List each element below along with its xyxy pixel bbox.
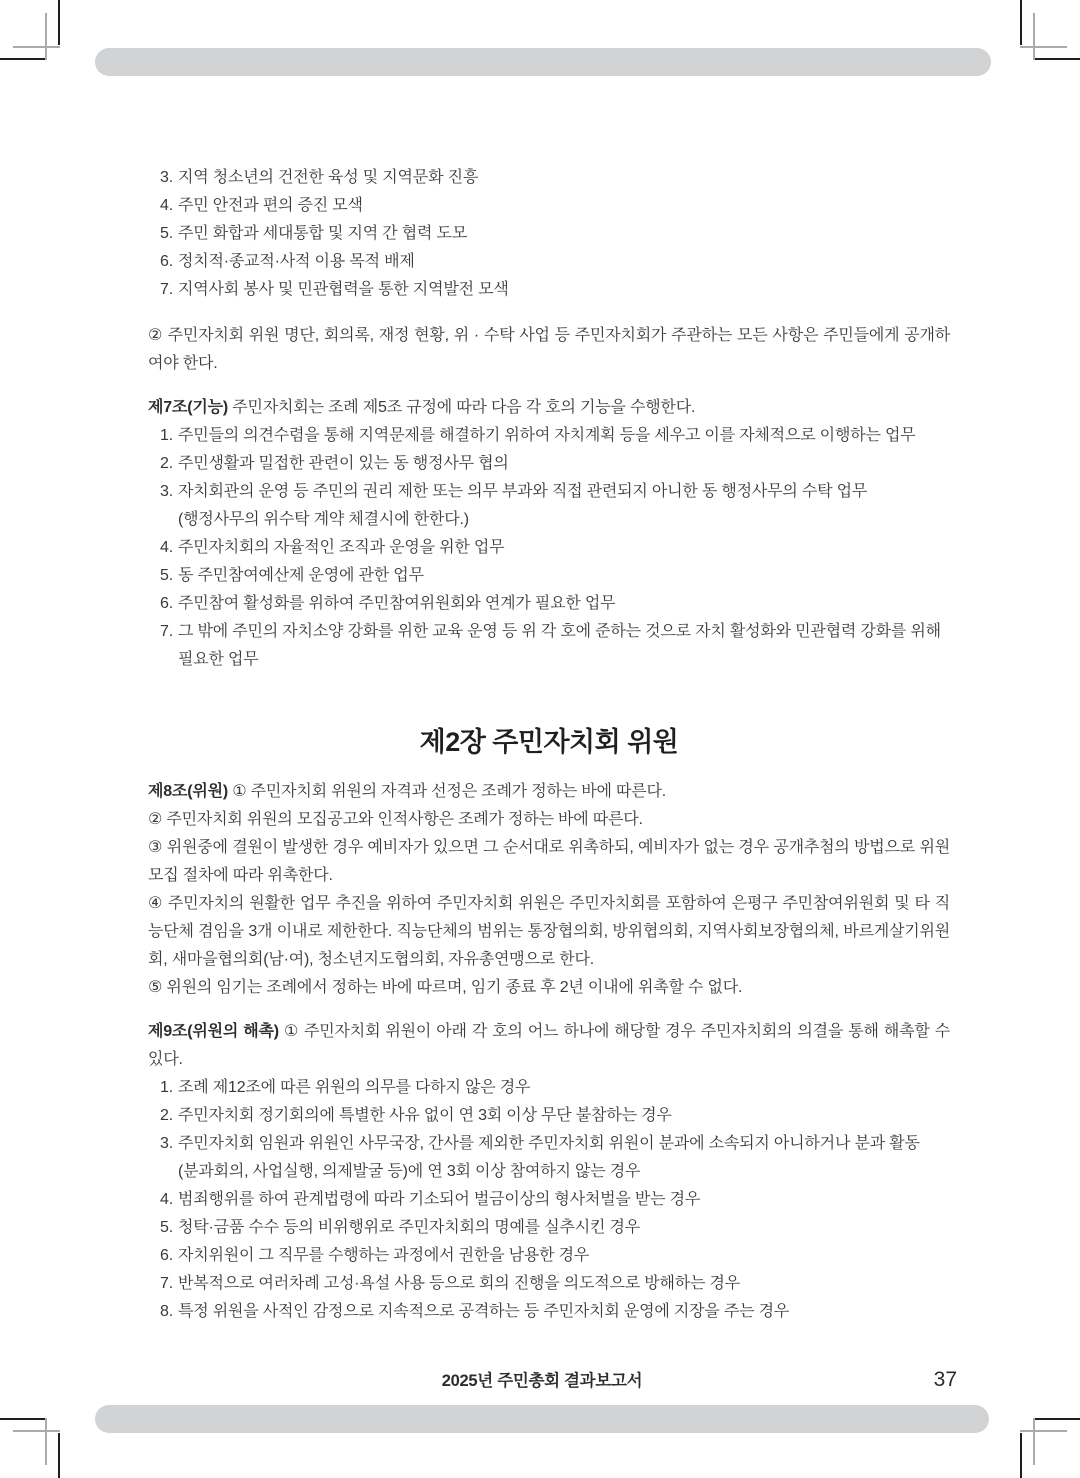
article-8-lead	[148, 778, 950, 806]
list-item	[148, 478, 950, 534]
list-item	[148, 1270, 950, 1298]
list-item-number: 6.	[160, 595, 173, 612]
list-item	[148, 1242, 950, 1270]
list-item	[148, 1102, 950, 1130]
list-item	[148, 1130, 950, 1186]
footer-title: 2025년 주민총회 결과보고서	[441, 1372, 643, 1390]
list-item-text: 정치적·종교적·사적 이용 목적 배제	[178, 253, 415, 270]
crop-mark-top-left-icon	[0, 58, 45, 60]
article-8-clause: ② 주민자치회 위원의 모집공고와 인적사항은 조례가 정하는 바에 따른다.	[148, 811, 643, 828]
crop-mark-top-right-icon	[1020, 0, 1022, 45]
list-item	[148, 562, 950, 590]
list-item-text: 반복적으로 여러차례 고성·욕설 사용 등으로 회의 진행을 의도적으로 방해하는 경우	[178, 1275, 741, 1292]
article-9	[148, 1018, 950, 1326]
list-item-number: 3.	[160, 483, 173, 500]
article-9-lead-text: ① 주민자치회 위원이 아래 각 호의 어느 하나에 해당할 경우 주민자치회의 의결을 통해 해촉할 수 있다.	[148, 1023, 950, 1068]
crop-mark-bottom-left-icon	[13, 1430, 60, 1432]
list-item-number: 5.	[160, 1219, 173, 1236]
list-item-text: 청탁·금품 수수 등의 비위행위로 주민자치회의 명예를 실추시킨 경우	[178, 1219, 641, 1236]
list-item-text: 조례 제12조에 따른 위원의 의무를 다하지 않은 경우	[178, 1079, 531, 1096]
list-item-number: 2.	[160, 1107, 173, 1124]
crop-mark-bottom-left-icon	[0, 1418, 45, 1420]
list-item-text: 지역 청소년의 건전한 육성 및 지역문화 진흥	[178, 169, 479, 186]
list-item-number: 1.	[160, 1079, 173, 1096]
list-item-text: 주민 안전과 편의 증진 모색	[178, 197, 363, 214]
list-item-number: 1.	[160, 427, 173, 444]
list-item	[148, 534, 950, 562]
list-item-number: 7.	[160, 1275, 173, 1292]
article-7-title: 제7조(기능)	[148, 399, 228, 416]
list-item-text: 주민들의 의견수렴을 통해 지역문제를 해결하기 위하여 자치계획 등을 세우고 이를 자체적으로 이행하는 업무	[178, 427, 916, 444]
crop-mark-top-right-icon	[1035, 58, 1080, 60]
list-item	[148, 192, 950, 220]
list-item-text: 그 밖에 주민의 자치소양 강화를 위한 교육 운영 등 위 각 호에 준하는 것으로 자치 활성화와 민관협력 강화를 위해 필요한 업무	[178, 623, 941, 668]
crop-mark-bottom-left-icon	[45, 1418, 47, 1465]
list-item	[148, 618, 950, 674]
crop-mark-bottom-right-icon	[1035, 1418, 1080, 1420]
list-item-number: 7.	[160, 623, 173, 640]
list-item	[148, 164, 950, 192]
list-item-number: 4.	[160, 197, 173, 214]
list-item-text: 주민자치회 정기회의에 특별한 사유 없이 연 3회 이상 무단 불참하는 경우	[178, 1107, 672, 1124]
crop-mark-top-left-icon	[58, 0, 60, 45]
list-item-text: 주민자치회 임원과 위원인 사무국장, 간사를 제외한 주민자치회 위원이 분과에 소속되지 아니하거나 분과 활동	[178, 1135, 920, 1152]
crop-mark-top-right-icon	[1020, 46, 1067, 48]
article-9-title: 제9조(위원의 해촉)	[148, 1023, 279, 1040]
list-item	[148, 422, 950, 450]
crop-mark-bottom-right-icon	[1020, 1433, 1022, 1478]
list-item-text: 특정 위원을 사적인 감정으로 지속적으로 공격하는 등 주민자치회 운영에 지장을 주는 경우	[178, 1303, 790, 1320]
list-item-subtext: (행정사무의 위수탁 계약 체결시에 한한다.)	[178, 511, 469, 528]
list-item-text: 자치회관의 운영 등 주민의 권리 제한 또는 의무 부과와 직접 관련되지 아니한 동 행정사무의 수탁 업무	[178, 483, 868, 500]
article-8-title: 제8조(위원)	[148, 783, 228, 800]
crop-mark-top-left-icon	[45, 13, 47, 60]
list-item-number: 7.	[160, 281, 173, 298]
list-item-number: 6.	[160, 253, 173, 270]
list-item-text: 범죄행위를 하여 관계법령에 따라 기소되어 벌금이상의 형사처벌을 받는 경우	[178, 1191, 701, 1208]
list-item	[148, 450, 950, 478]
list-item-subtext: (분과회의, 사업실행, 의제발굴 등)에 연 3회 이상 참여하지 않는 경우	[178, 1163, 641, 1180]
list-item-number: 8.	[160, 1303, 173, 1320]
crop-mark-bottom-left-icon	[58, 1433, 60, 1478]
list-item-text: 주민생활과 밀접한 관련이 있는 동 행정사무 협의	[178, 455, 509, 472]
list-item	[148, 1298, 950, 1326]
crop-mark-bottom-right-icon	[1033, 1418, 1035, 1465]
article-7-lead-text: 주민자치회는 조례 제5조 규정에 따라 다음 각 호의 기능을 수행한다.	[232, 399, 696, 416]
article-8-clause: ③ 위원중에 결원이 발생한 경우 예비자가 있으면 그 순서대로 위촉하되, 예비자가 없는 경우 공개추첨의 방법으로 위원 모집 절차에 따라 위촉한다.	[148, 839, 950, 884]
list-item	[148, 1214, 950, 1242]
list-item	[148, 590, 950, 618]
article-7	[148, 394, 950, 674]
list-item	[148, 248, 950, 276]
list-item-text: 지역사회 봉사 및 민관협력을 통한 지역발전 모색	[178, 281, 509, 298]
header-bar	[95, 48, 991, 76]
crop-mark-top-right-icon	[1033, 13, 1035, 60]
list-item-number: 2.	[160, 455, 173, 472]
article-9-lead	[148, 1018, 950, 1074]
list-item	[148, 1074, 950, 1102]
list-item-text: 자치위원이 그 직무를 수행하는 과정에서 권한을 남용한 경우	[178, 1247, 590, 1264]
list-item	[148, 1186, 950, 1214]
list-item-number: 3.	[160, 169, 173, 186]
list-item-number: 3.	[160, 1135, 173, 1152]
document-body	[148, 164, 950, 1326]
chapter-heading: 제2장 주민자치회 위원	[419, 727, 679, 757]
clause-paragraph: ② 주민자치회 위원 명단, 회의록, 재정 현황, 위 · 수탁 사업 등 주민자치회가 주관하는 모든 사항은 주민들에게 공개하여야 한다.	[148, 327, 950, 372]
crop-mark-top-left-icon	[13, 46, 60, 48]
list-item-number: 4.	[160, 539, 173, 556]
crop-mark-bottom-right-icon	[1020, 1430, 1067, 1432]
intro-list	[148, 164, 950, 304]
article-8-clause: ④ 주민자치의 원활한 업무 추진을 위하여 주민자치회 위원은 주민자치회를 포함하여 은평구 주민참여위원회 및 타 직능단체 겸임을 3개 이내로 제한한다. 직능단체의 범위는 통장협의회, 방위협의회, 지역사회보장협의체, 바르게살기위원회, 새마을협의회(남·여), 청소년지도협의회, 자유총연맹으로 한다.	[148, 895, 950, 968]
list-item-text: 주민참여 활성화를 위하여 주민참여위원회와 연계가 필요한 업무	[178, 595, 616, 612]
list-item-number: 5.	[160, 225, 173, 242]
article-8-lead-text: ① 주민자치회 위원의 자격과 선정은 조례가 정하는 바에 따른다.	[232, 783, 666, 800]
article-8-clause: ⑤ 위원의 임기는 조례에서 정하는 바에 따르며, 임기 종료 후 2년 이내에 위촉할 수 없다.	[148, 979, 743, 996]
list-item-text: 주민자치회의 자율적인 조직과 운영을 위한 업무	[178, 539, 505, 556]
page-footer	[95, 1368, 989, 1394]
list-item	[148, 276, 950, 304]
page-number: 37	[933, 1368, 957, 1391]
list-item	[148, 220, 950, 248]
article-8	[148, 778, 950, 1002]
list-item-text: 주민 화합과 세대통합 및 지역 간 협력 도모	[178, 225, 468, 242]
list-item-text: 동 주민참여예산제 운영에 관한 업무	[178, 567, 424, 584]
list-item-number: 6.	[160, 1247, 173, 1264]
footer-bar	[95, 1405, 989, 1433]
list-item-number: 5.	[160, 567, 173, 584]
article-7-lead	[148, 394, 950, 422]
list-item-number: 4.	[160, 1191, 173, 1208]
